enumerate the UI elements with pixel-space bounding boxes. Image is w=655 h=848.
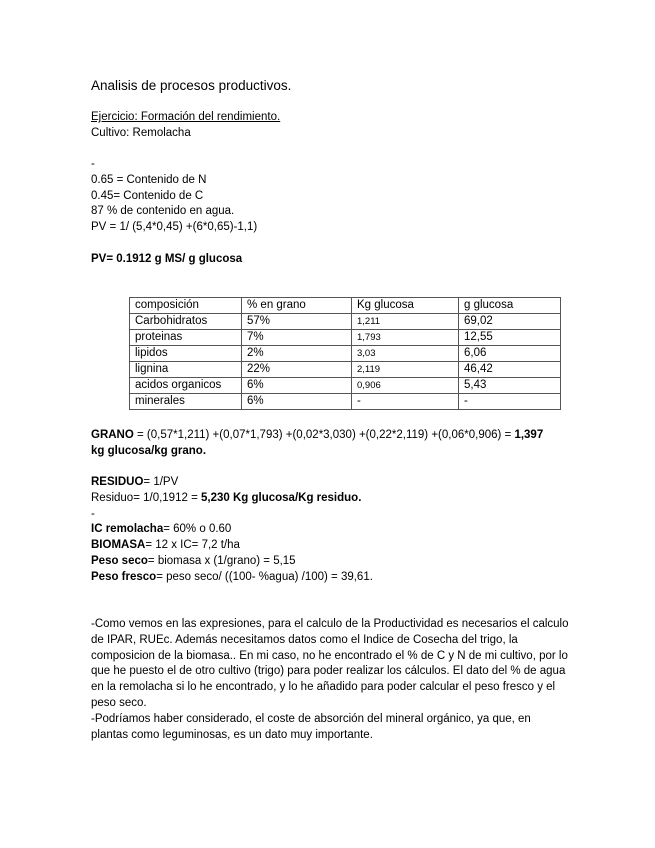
residuo-result: 5,230 Kg glucosa/Kg residuo. [200,491,362,504]
carbon-content: 0.45= Contenido de C [91,189,204,202]
table-cell: - [459,394,561,410]
table-cell: 1,211 [352,314,459,330]
residuo-label: RESIDUO [91,476,144,488]
table-cell: 1,793 [352,330,459,346]
table-cell: lignina [130,362,242,378]
table-header-cell: g glucosa [459,298,561,314]
table-cell: 2% [242,346,352,362]
grano-unit: kg glucosa/kg grano. [91,444,207,457]
table-cell: 69,02 [459,314,561,330]
dash-line: - [91,507,95,520]
crop-name: Cultivo: Remolacha [91,126,191,139]
table-cell: acidos organicos [130,378,242,394]
dash-line: - [91,158,95,170]
residuo-calc: Residuo= 1/0,1912 = [91,491,201,504]
table-header-cell: Kg glucosa [352,298,459,314]
table-cell: 6% [242,378,352,394]
peso-seco-label: Peso seco [91,554,148,567]
residuo-calculation [91,475,373,586]
water-content: 87 % de contenido en agua. [91,205,235,218]
grano-calculation [91,428,569,460]
table-row [130,314,561,330]
table-row [130,378,561,394]
table-row [130,346,561,362]
table-cell: proteinas [130,330,242,346]
table-cell: 46,42 [459,362,561,378]
table-header-cell: % en grano [242,298,352,314]
table-cell: 6,06 [459,346,561,362]
table-cell: 7% [242,330,352,346]
peso-fresco-label: Peso fresco [91,570,157,583]
table-cell: - [352,394,459,410]
table-cell: 3,03 [352,346,459,362]
table-cell: 12,55 [459,330,561,346]
biomasa-label: BIOMASA [91,539,146,552]
table-cell: 57% [242,314,352,330]
biomasa-value: = 12 x IC= 7,2 t/ha [145,539,240,552]
table-cell: Carbohidratos [130,314,242,330]
conclusions [91,617,569,743]
ic-label: IC remolacha [91,523,164,536]
table-cell: 2,119 [352,362,459,378]
conclusion-paragraph: -Podríamos haber considerado, el coste de absorción del mineral orgánico, ya que, en plantas como leguminosas, es un dato muy importante. [91,712,531,741]
table-cell: 22% [242,362,352,378]
pv-result: PV= 0.1912 g MS/ g glucosa [91,253,243,265]
exercise-header [91,110,280,142]
ic-value: = 60% o 0.60 [163,523,232,536]
table-row [130,394,561,410]
table-row [130,362,561,378]
composition-table [129,297,561,410]
table-cell: 0,906 [352,378,459,394]
grano-label: GRANO [91,429,134,441]
table-row [130,330,561,346]
pv-formula: PV = 1/ (5,4*0,45) +(6*0,65)-1,1) [91,221,258,234]
table-header-cell: composición [130,298,242,314]
grano-formula: = (0,57*1,211) +(0,07*1,793) +(0,02*3,030) +(0,22*2,119) +(0,06*0,906) = [133,429,515,441]
conclusion-paragraph: -Como vemos en las expresiones, para el calculo de la Productividad es necesarios el calculo de IPAR, RUEc. Además necesitamos datos como el Indice de Cosecha del trigo, la composicion de la biomasa.. En mi caso, no he encontrado el % de C y N de mi cultivo, por lo que he puesto el de otro cultivo (trigo) para poder realizar los cálculos. El dato del % de agua en la remolacha si lo he encontrado, y lo he añadido para poder calcular el peso fresco y el peso seco. [91,618,569,709]
table-cell: 5,43 [459,378,561,394]
peso-seco-value: = biomasa x (1/grano) = 5,15 [147,554,296,567]
table-cell: minerales [130,394,242,410]
table-header-row [130,298,561,314]
nitrogen-content: 0.65 = Contenido de N [91,173,207,186]
table-cell: 6% [242,394,352,410]
grano-result: 1,397 [514,429,544,441]
exercise-title: Ejercicio: Formación del rendimiento. [91,111,281,123]
peso-fresco-value: = peso seco/ ((100- %agua) /100) = 39,61. [156,570,373,583]
document-title: Analisis de procesos productivos. [91,78,292,93]
input-values [91,157,257,236]
table-cell: lipidos [130,346,242,362]
residuo-definition: = 1/PV [143,476,179,488]
